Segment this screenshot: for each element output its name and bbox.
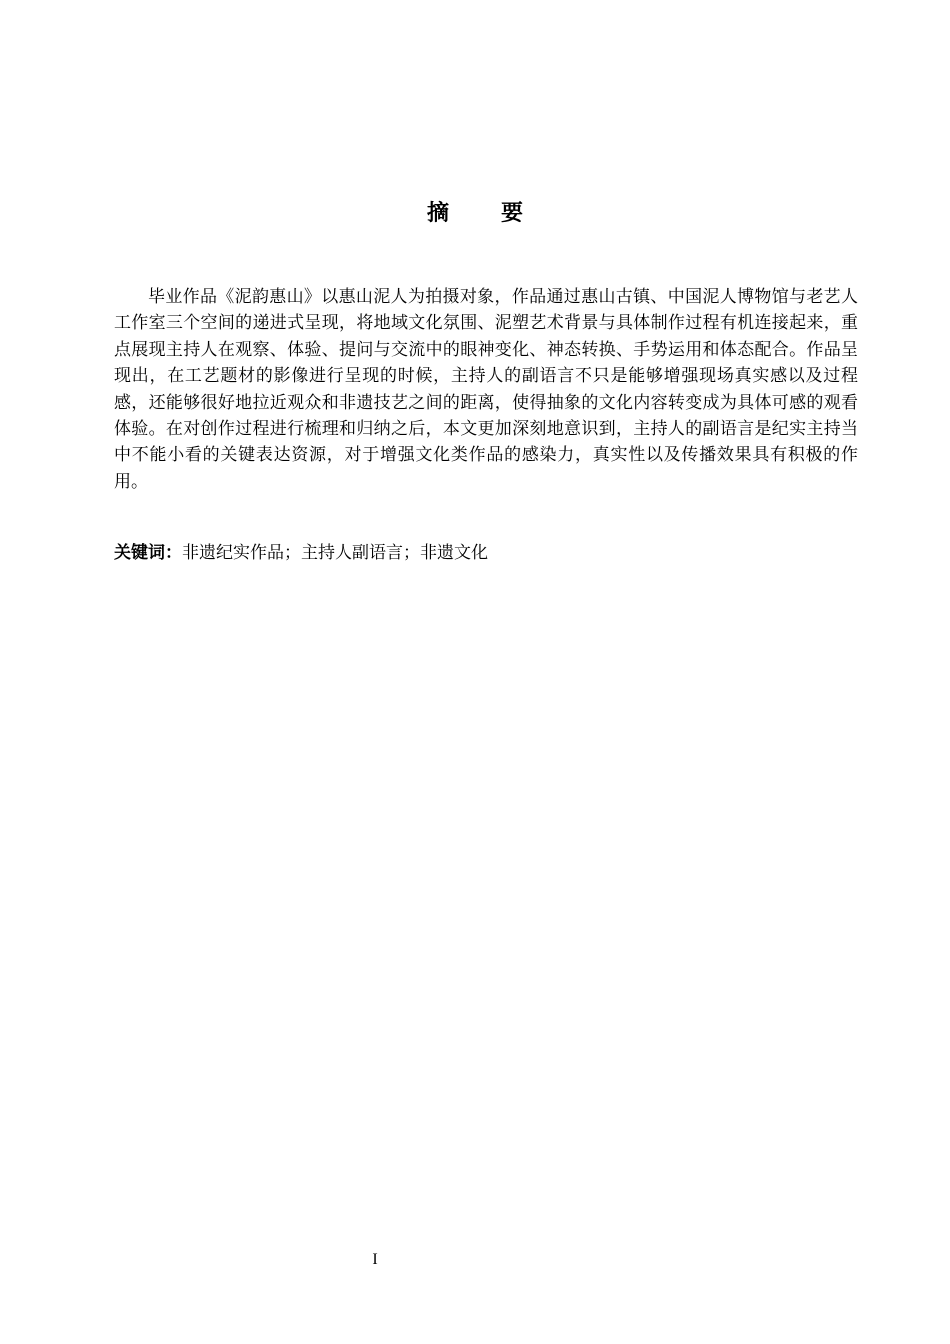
page-title: 摘要 — [426, 201, 575, 226]
page-number: I — [372, 1251, 378, 1268]
abstract-paragraph: 毕业作品《泥韵惠山》以惠山泥人为拍摄对象，作品通过惠山古镇、中国泥人博物馆与老艺人工作室三个空间的递进式呈现，将地域文化氛围、泥塑艺术背景与具体制作过程有机连接起来，重点展现主持人在观察、体验、提问与交流中的眼神变化、神态转换、手势运用和体态配合。作品呈现出，在工艺题材的影像进行呈现的时候，主持人的副语言不只是能够增强现场真实感以及过程感，还能够很好地拉近观众和非遗技艺之间的距离，使得抽象的文化内容转变成为具体可感的观看体验。在对创作过程进行梳理和归纳之后，本文更加深刻地意识到，主持人的副语言是纪实主持当中不能小看的关键表达资源，对于增强文化类作品的感染力，真实性以及传播效果具有积极的作用。 — [114, 287, 858, 492]
keywords-label: 关键词： — [114, 543, 182, 563]
keywords-line — [114, 540, 858, 566]
keywords-text: 非遗纪实作品；主持人副语言；非遗文化 — [182, 543, 488, 563]
